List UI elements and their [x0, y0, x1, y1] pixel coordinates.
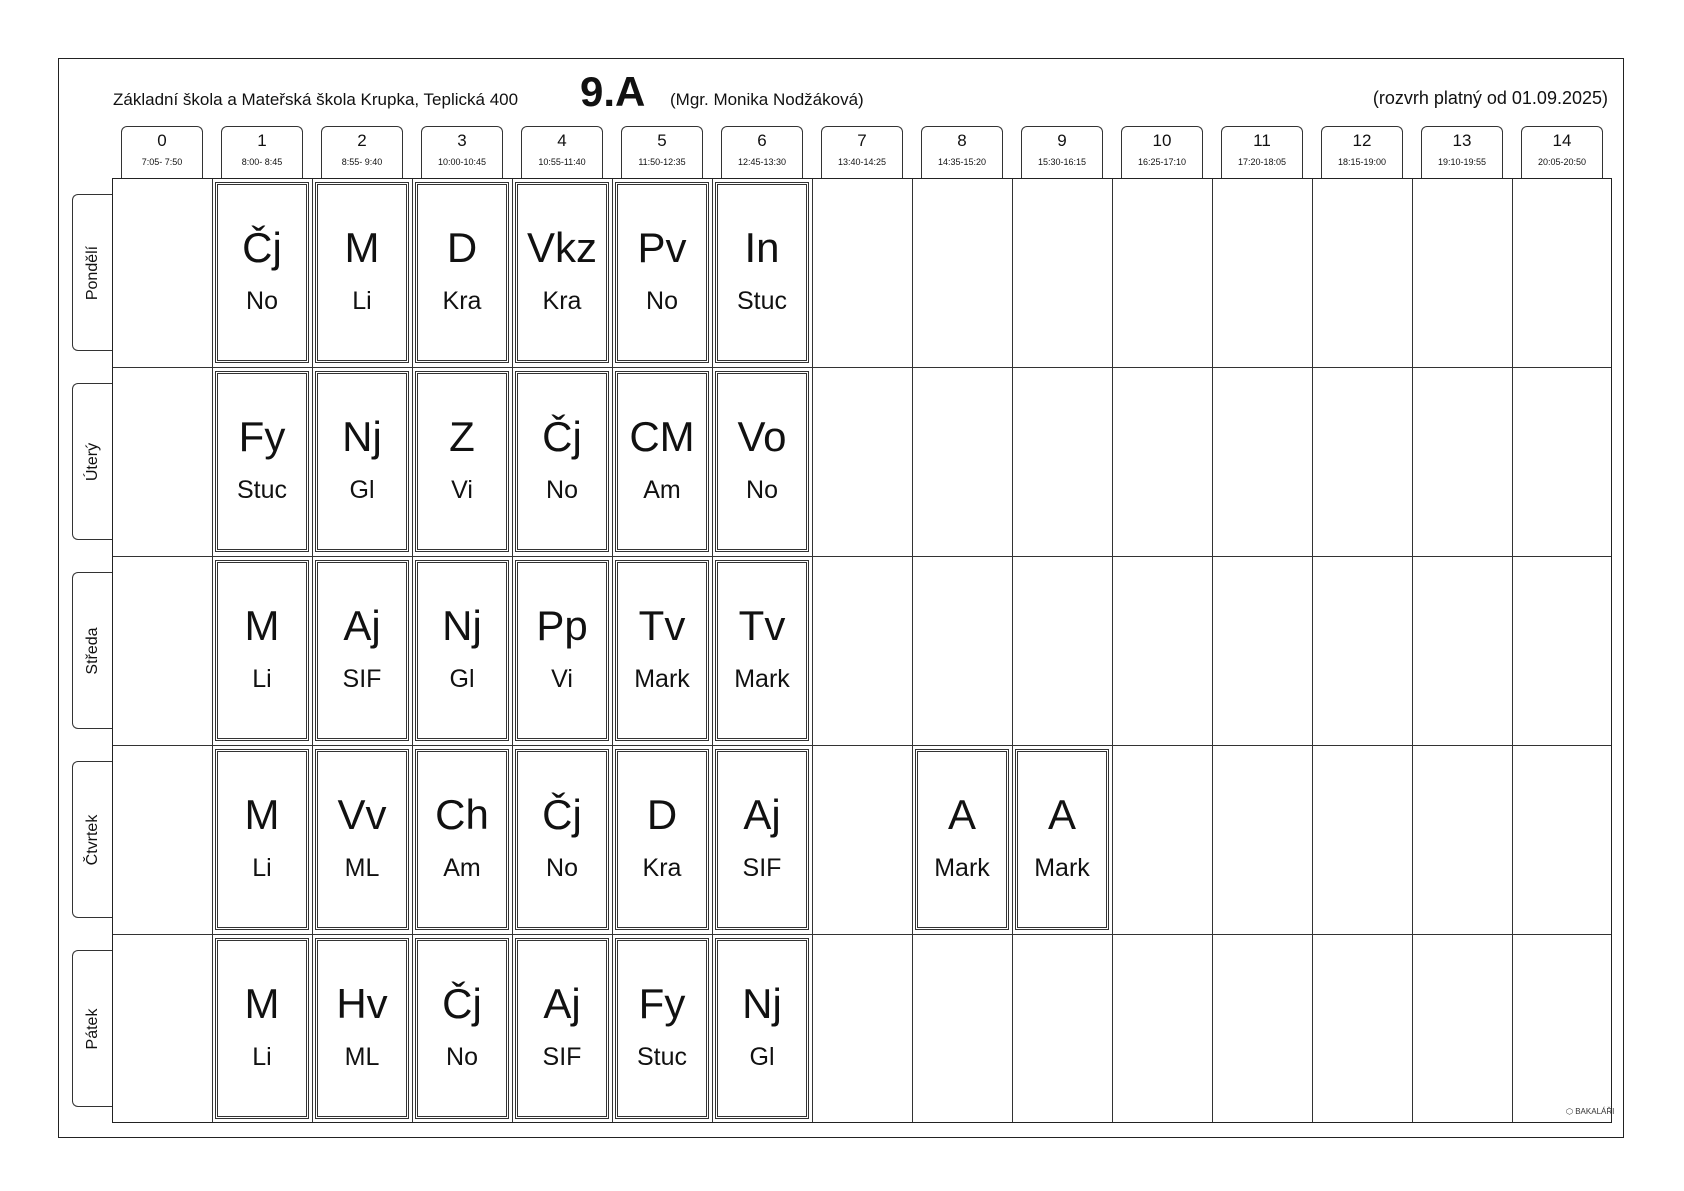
period-time: 8:55- 9:40 — [341, 157, 383, 167]
period-tab-14 — [1521, 126, 1603, 178]
grid-column-line — [1312, 179, 1313, 1122]
period-number: 2 — [357, 131, 367, 150]
period-tab-2 — [321, 126, 403, 178]
lesson-teacher: Kra — [542, 287, 582, 315]
lesson-card — [715, 371, 809, 552]
lesson-subject: Pp — [536, 602, 588, 649]
class-name: 9.A — [580, 68, 646, 115]
day-tab-1 — [72, 383, 112, 540]
lesson-subject: Fy — [238, 413, 286, 460]
period-tab-10 — [1121, 126, 1203, 178]
period-tab-11 — [1221, 126, 1303, 178]
lesson-card — [215, 749, 309, 930]
lesson-card — [215, 938, 309, 1119]
lesson-card — [215, 371, 309, 552]
lesson-teacher: Mark — [734, 665, 790, 693]
grid-row-line — [113, 556, 1611, 557]
lesson-card — [615, 371, 709, 552]
lesson-card — [515, 182, 609, 363]
lesson-card — [1015, 749, 1109, 930]
lesson-subject: Vo — [737, 413, 787, 460]
lesson-card — [315, 938, 409, 1119]
lesson-teacher: Li — [252, 854, 272, 882]
day-tab-3 — [72, 761, 112, 918]
period-tab-1 — [221, 126, 303, 178]
grid-column-line — [612, 179, 613, 1122]
lesson-subject: Tv — [738, 602, 786, 649]
period-number: 7 — [857, 131, 867, 150]
lesson-subject: Aj — [743, 791, 781, 838]
period-time: 10:00-10:45 — [437, 157, 487, 167]
day-label: Pondělí — [83, 245, 101, 300]
period-time: 7:05- 7:50 — [141, 157, 183, 167]
period-time: 11:50-12:35 — [638, 157, 686, 167]
lesson-card — [315, 371, 409, 552]
lesson-teacher: Gl — [749, 1043, 775, 1071]
lesson-teacher: Mark — [634, 665, 690, 693]
grid-column-line — [1412, 179, 1413, 1122]
period-tab-0 — [121, 126, 203, 178]
period-tab-3 — [421, 126, 503, 178]
lesson-teacher: No — [246, 287, 278, 315]
lesson-subject: M — [244, 602, 280, 649]
lesson-card — [315, 182, 409, 363]
lesson-subject: Vv — [337, 791, 387, 838]
lesson-subject: Aj — [543, 980, 581, 1027]
lesson-teacher: Am — [643, 476, 681, 504]
grid-column-line — [412, 179, 413, 1122]
lesson-card — [515, 371, 609, 552]
lesson-teacher: Gl — [449, 665, 475, 693]
bakalari-logo-icon: ⬡ — [1566, 1107, 1573, 1116]
day-tab-4 — [72, 950, 112, 1107]
period-number: 6 — [757, 131, 767, 150]
lesson-subject: Nj — [742, 980, 782, 1027]
period-number: 3 — [457, 131, 467, 150]
day-label: Středa — [83, 626, 101, 675]
period-number: 4 — [557, 131, 567, 150]
lesson-subject: Nj — [442, 602, 482, 649]
lesson-card — [415, 938, 509, 1119]
lesson-card — [715, 560, 809, 741]
lesson-teacher: Stuc — [736, 287, 788, 315]
lesson-subject: Tv — [638, 602, 686, 649]
period-time: 8:00- 8:45 — [241, 157, 283, 167]
period-tab-13 — [1421, 126, 1503, 178]
lesson-subject: M — [244, 980, 280, 1027]
lesson-teacher: Stuc — [636, 1043, 688, 1071]
grid-column-line — [812, 179, 813, 1122]
period-number: 14 — [1552, 131, 1572, 150]
lesson-subject: M — [244, 791, 280, 838]
period-number: 13 — [1452, 131, 1472, 150]
lesson-teacher: Gl — [349, 476, 375, 504]
period-number: 5 — [657, 131, 667, 150]
period-tab-12 — [1321, 126, 1403, 178]
lesson-subject: Aj — [343, 602, 381, 649]
lesson-card — [315, 749, 409, 930]
lesson-card — [615, 560, 709, 741]
period-time: 20:05-20:50 — [1537, 157, 1587, 167]
period-number: 12 — [1352, 131, 1372, 150]
lesson-teacher: ML — [344, 854, 380, 882]
lesson-card — [215, 560, 309, 741]
lesson-subject: A — [1047, 791, 1076, 838]
period-time: 10:55-11:40 — [538, 157, 586, 167]
grid-column-line — [1012, 179, 1013, 1122]
period-tab-8 — [921, 126, 1003, 178]
lesson-subject: Čj — [242, 224, 282, 271]
grid-column-line — [1212, 179, 1213, 1122]
period-tab-4 — [521, 126, 603, 178]
lesson-teacher: ML — [344, 1043, 380, 1071]
grid-column-line — [712, 179, 713, 1122]
lesson-card — [715, 749, 809, 930]
period-number: 10 — [1152, 131, 1172, 150]
period-time: 18:15-19:00 — [1337, 157, 1387, 167]
lesson-teacher: Li — [252, 665, 272, 693]
period-time: 19:10-19:55 — [1437, 157, 1487, 167]
lesson-card — [415, 182, 509, 363]
grid-row-line — [113, 934, 1611, 935]
lesson-subject: Hv — [336, 980, 388, 1027]
bakalari-logo — [1566, 1107, 1614, 1116]
day-label: Pátek — [83, 1008, 101, 1049]
period-time: 15:30-16:15 — [1037, 157, 1087, 167]
lesson-subject: Čj — [442, 980, 482, 1027]
day-label: Čtvrtek — [83, 814, 101, 865]
lesson-card — [515, 938, 609, 1119]
lesson-subject: Čj — [542, 791, 582, 838]
grid-column-line — [512, 179, 513, 1122]
lesson-teacher: Li — [252, 1043, 272, 1071]
day-tab-2 — [72, 572, 112, 729]
lesson-card — [415, 749, 509, 930]
period-tab-9 — [1021, 126, 1103, 178]
lesson-subject: A — [947, 791, 976, 838]
lesson-subject: Nj — [342, 413, 382, 460]
period-time: 13:40-14:25 — [837, 157, 887, 167]
lesson-teacher: No — [646, 287, 678, 315]
lesson-subject: Vkz — [526, 224, 597, 271]
lesson-subject: Čj — [542, 413, 582, 460]
lesson-card — [615, 182, 709, 363]
schedule-validity: (rozvrh platný od 01.09.2025) — [1372, 88, 1608, 108]
period-number: 11 — [1253, 131, 1271, 150]
lesson-card — [615, 749, 709, 930]
grid-column-line — [1112, 179, 1113, 1122]
period-tab-7 — [821, 126, 903, 178]
lesson-subject: M — [344, 224, 380, 271]
period-number: 8 — [957, 131, 967, 150]
lesson-subject: CM — [629, 413, 695, 460]
lesson-card — [215, 182, 309, 363]
grid-column-line — [212, 179, 213, 1122]
grid-column-line — [312, 179, 313, 1122]
lesson-card — [915, 749, 1009, 930]
lesson-teacher: Am — [443, 854, 481, 882]
lesson-card — [615, 938, 709, 1119]
lesson-subject: D — [446, 224, 478, 271]
lesson-subject: Pv — [637, 224, 687, 271]
lesson-teacher: Stuc — [236, 476, 288, 504]
lesson-teacher: Vi — [551, 665, 573, 693]
period-tab-6 — [721, 126, 803, 178]
lesson-teacher: Vi — [451, 476, 473, 504]
lesson-teacher: No — [546, 476, 578, 504]
lesson-subject: Fy — [638, 980, 686, 1027]
period-number: 0 — [157, 131, 167, 150]
lesson-teacher: SIF — [542, 1043, 582, 1071]
lesson-subject: In — [744, 224, 780, 271]
period-time: 16:25-17:10 — [1137, 157, 1187, 167]
day-tab-0 — [72, 194, 112, 351]
period-time: 12:45-13:30 — [737, 157, 787, 167]
grid-row-line — [113, 367, 1611, 368]
lesson-subject: Ch — [435, 791, 489, 838]
lesson-card — [715, 938, 809, 1119]
school-name: Základní škola a Mateřská škola Krupka, Teplická 400 — [113, 90, 519, 109]
period-number: 1 — [257, 131, 267, 150]
lesson-card — [515, 560, 609, 741]
lesson-teacher: No — [746, 476, 778, 504]
day-label: Úterý — [83, 442, 101, 481]
lesson-teacher: Mark — [1034, 854, 1090, 882]
grid-column-line — [1512, 179, 1513, 1122]
lesson-teacher: Kra — [642, 854, 682, 882]
period-tab-5 — [621, 126, 703, 178]
lesson-subject: D — [646, 791, 678, 838]
lesson-teacher: SIF — [342, 665, 382, 693]
lesson-teacher: No — [546, 854, 578, 882]
lesson-teacher: SIF — [742, 854, 782, 882]
period-number: 9 — [1057, 131, 1067, 150]
lesson-teacher: Mark — [934, 854, 990, 882]
lesson-teacher: Li — [352, 287, 372, 315]
class-teacher: (Mgr. Monika Nodžáková) — [670, 90, 864, 109]
grid-column-line — [912, 179, 913, 1122]
lesson-card — [415, 560, 509, 741]
grid-row-line — [113, 745, 1611, 746]
lesson-card — [415, 371, 509, 552]
lesson-card — [715, 182, 809, 363]
bakalari-logo-text: BAKALÁŘI — [1575, 1107, 1615, 1116]
lesson-teacher: Kra — [442, 287, 482, 315]
timetable-grid — [112, 178, 1615, 1123]
lesson-teacher: No — [446, 1043, 478, 1071]
period-time: 17:20-18:05 — [1237, 157, 1287, 167]
lesson-card — [315, 560, 409, 741]
lesson-subject: Z — [449, 413, 475, 460]
period-time: 14:35-15:20 — [937, 157, 987, 167]
lesson-card — [515, 749, 609, 930]
